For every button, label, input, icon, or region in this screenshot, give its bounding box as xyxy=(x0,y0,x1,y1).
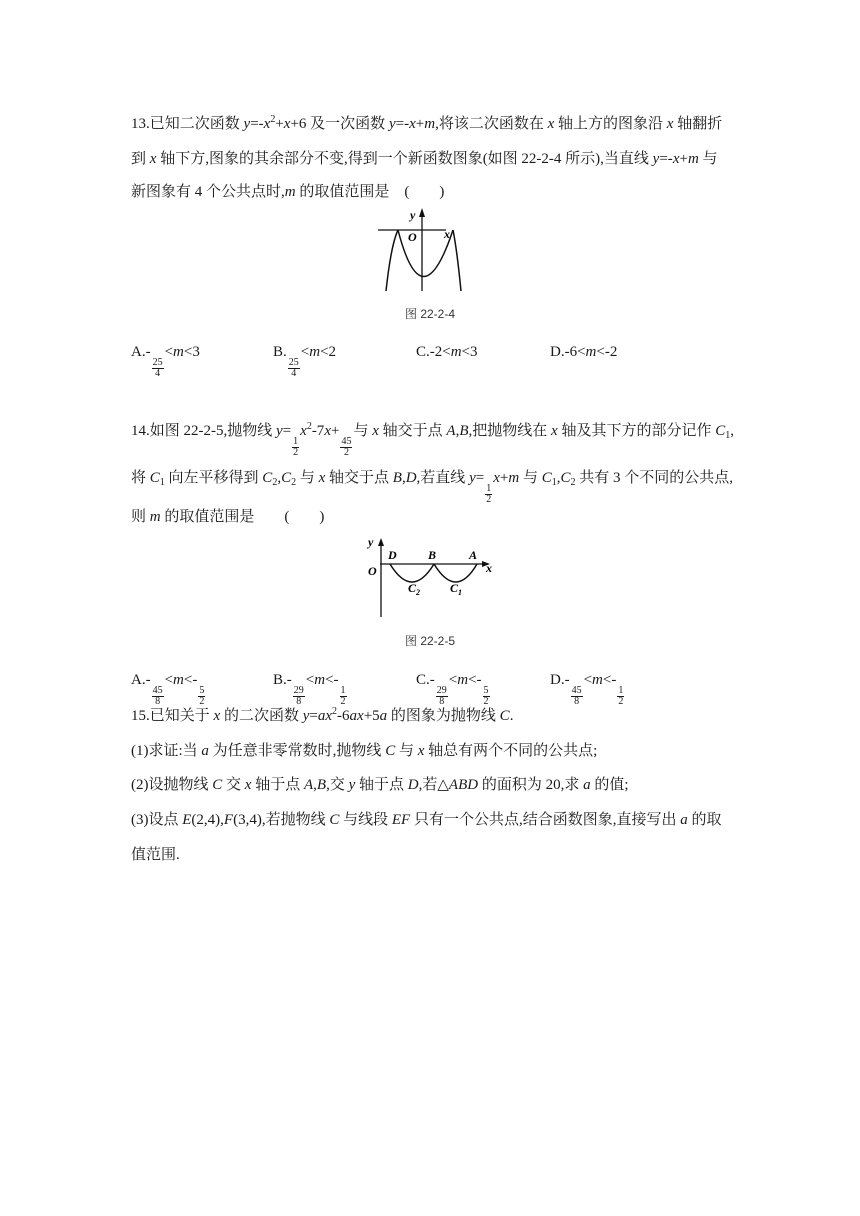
fraction: $\frac{29}{8}$ xyxy=(436,685,447,707)
y-axis-arrow xyxy=(419,208,425,217)
q14-option-d[interactable]: D.- $\frac{45}{8}$ <m<- $\frac{1}{2}$ xyxy=(550,672,624,707)
fraction: $\frac{45}{8}$ xyxy=(152,685,163,707)
origin-label: O xyxy=(408,230,417,244)
curve-c1 xyxy=(434,564,477,582)
fraction: $\frac{29}{8}$ xyxy=(293,685,304,707)
q13-line-3: 新图象有 4 个公共点时,m 的取值范围是 ( ) xyxy=(131,184,445,200)
q13-option-c[interactable]: C.-2<m<3 xyxy=(416,344,478,360)
q13-option-a[interactable]: A.- $\frac{25}{4}$ <m<3 xyxy=(131,344,200,379)
q15-line-4: (3)设点 E(2,4),F(3,4),若抛物线 C 与线段 EF 只有一个公共点,结合函数图象,直接写出 a 的取 xyxy=(131,812,722,828)
q14-option-b[interactable]: B.- $\frac{29}{8}$ <m<- $\frac{1}{2}$ xyxy=(273,672,346,707)
curve-c1-label: $C_1$ xyxy=(450,581,463,597)
point-d-label: D xyxy=(388,548,397,562)
fraction: $\frac{45}{2}$ xyxy=(341,436,352,458)
fraction: $\frac{45}{8}$ xyxy=(571,685,582,707)
origin-label: O xyxy=(368,564,377,578)
fraction: $\frac{1}{2}$ xyxy=(486,483,492,505)
q13-option-d[interactable]: D.-6<m<-2 xyxy=(550,344,618,360)
q15-line-3: (2)设抛物线 C 交 x 轴于点 A,B,交 y 轴于点 D,若△ABD 的面积为 20,求 a 的值; xyxy=(131,777,629,793)
fraction: $\frac{1}{2}$ xyxy=(340,685,346,707)
figure-caption-22-2-4: 图 22-2-4 xyxy=(404,307,456,321)
figure-caption-22-2-5: 图 22-2-5 xyxy=(404,634,456,648)
fraction: $\frac{5}{2}$ xyxy=(199,685,205,707)
figure-22-2-4 xyxy=(370,205,480,293)
point-a-label: A xyxy=(469,548,478,562)
q13-option-b[interactable]: B. $\frac{25}{4}$ <m<2 xyxy=(273,344,337,379)
curve-c2-label: $C_2$ xyxy=(408,581,421,597)
fraction: $\frac{25}{4}$ xyxy=(288,357,299,379)
q14-line-2: 将 $C_1$ 向左平移得到 $C_2,C_2$ 与 x 轴交于点 B,D,若直线 y= $\frac{1}{2}$ x+m 与 $C_1,C_2$ 共有 3 个不同的公共点, xyxy=(131,470,733,505)
x-axis-label: x xyxy=(486,561,492,575)
q15-line-5: 值范围. xyxy=(131,847,180,863)
x-axis-label: x xyxy=(444,227,450,241)
curve-c2 xyxy=(390,564,434,582)
q14-line-1: 14.如图 22-2-5,抛物线 y= $\frac{1}{2}$ $x^2-7x+$ $\frac{45}{2}$ 与 x 轴交于点 A,B,把抛物线在 x 轴及其下方的部分记作 $C_1$, xyxy=(131,421,734,458)
q14-option-a[interactable]: A.- $\frac{45}{8}$ <m<- $\frac{5}{2}$ xyxy=(131,672,205,707)
q13-line-1: 13.已知二次函数 $y=-x^2+x+6$ 及一次函数 y=-x+m,将该二次函数在 x 轴上方的图象沿 x 轴翻折 xyxy=(131,114,723,132)
q15-line-1: 15.已知关于 x 的二次函数 $y=ax^2-6ax+5a$ 的图象为抛物线 C. xyxy=(131,706,514,724)
fraction: $\frac{1}{2}$ xyxy=(293,436,299,458)
right-branch-curve xyxy=(453,230,461,291)
fraction: $\frac{1}{2}$ xyxy=(618,685,624,707)
q14-line-3: 则 m 的取值范围是 ( ) xyxy=(131,509,325,525)
fraction: $\frac{25}{4}$ xyxy=(152,357,163,379)
q15-line-2: (1)求证:当 a 为任意非零常数时,抛物线 C 与 x 轴总有两个不同的公共点; xyxy=(131,743,598,759)
y-axis-label: y xyxy=(368,535,374,549)
fraction: $\frac{5}{2}$ xyxy=(483,685,489,707)
y-axis-arrow xyxy=(378,538,384,546)
point-b-label: B xyxy=(428,548,437,562)
figure-22-2-5 xyxy=(366,534,500,620)
y-axis-label: y xyxy=(410,208,416,222)
q13-line-2: 到 x 轴下方,图象的其余部分不变,得到一个新函数图象(如图 22-2-4 所示),当直线 y=-x+m 与 xyxy=(131,151,718,167)
left-branch-curve xyxy=(386,230,398,291)
q14-option-c[interactable]: C.- $\frac{29}{8}$ <m<- $\frac{5}{2}$ xyxy=(416,672,489,707)
